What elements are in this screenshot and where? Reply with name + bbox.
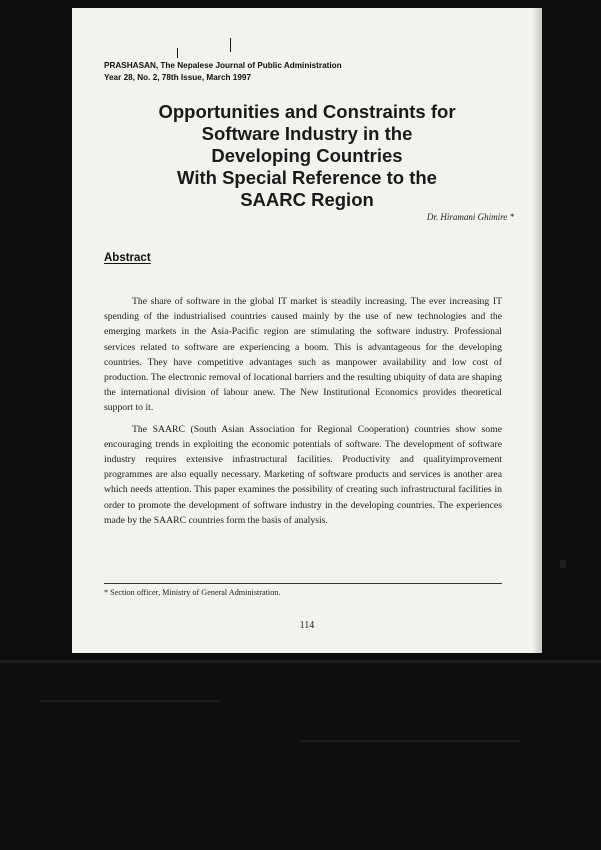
journal-header bbox=[104, 60, 524, 84]
journal-issue: Year 28, No. 2, 78th Issue, March 1997 bbox=[104, 73, 251, 82]
scan-speck bbox=[230, 38, 231, 52]
footnote: * Section officer, Ministry of General Administration. bbox=[104, 588, 281, 597]
abstract-paragraph: The SAARC (South Asian Association for Regional Cooperation) countries show some encouraging trends in exploiting the economic potentials of software. The development of software industry requires extensive infrastructural facilities. Productivity and qualityimprovement programmes are also equally necessary. Marketing of software products and services is another area which needs attention. This paper examines the possibility of creating such infrastructural facilities in order to promote the development of software industry in the developing countries. The experiences made by the SAARC countries form the basis of analysis. bbox=[104, 423, 502, 526]
scan-noise-band bbox=[40, 700, 220, 702]
footnote-divider bbox=[104, 583, 502, 584]
abstract-heading: Abstract bbox=[104, 252, 151, 264]
title-line: Developing Countries bbox=[211, 145, 403, 166]
abstract-body bbox=[104, 294, 502, 534]
journal-name: PRASHASAN, The Nepalese Journal of Public Administration bbox=[104, 61, 342, 70]
scan-noise-band bbox=[0, 660, 601, 663]
author-name: Dr. Hiramani Ghimire * bbox=[426, 212, 514, 222]
title-line: Software Industry in the bbox=[201, 123, 413, 144]
title-line: Opportunities and Constraints for bbox=[158, 101, 456, 122]
scan-noise-band bbox=[300, 740, 520, 742]
scan-speck bbox=[177, 48, 178, 58]
article-title bbox=[72, 101, 542, 211]
title-line: With Special Reference to the bbox=[177, 167, 437, 188]
document-page bbox=[72, 8, 542, 653]
scan-noise-mark bbox=[560, 560, 566, 568]
title-line: SAARC Region bbox=[240, 189, 374, 210]
abstract-paragraph: The share of software in the global IT market is steadily increasing. The ever increasing IT spending of the industrialised countries caused mainly by the use of new technologies and the emerging markets in the Asia-Pacific region are stimulating the software industry. Professional services related to software are experiencing a boom. This is advantageous for the developing countries. They have competitive advantages such as manpower availability and low cost of production. The electronic removal of locational barriers and the resulting ubiquity of data are shaping the international division of labour anew. The New Institutional Economics provides theoretical support to it. bbox=[104, 296, 502, 414]
page-number: 114 bbox=[299, 620, 315, 631]
